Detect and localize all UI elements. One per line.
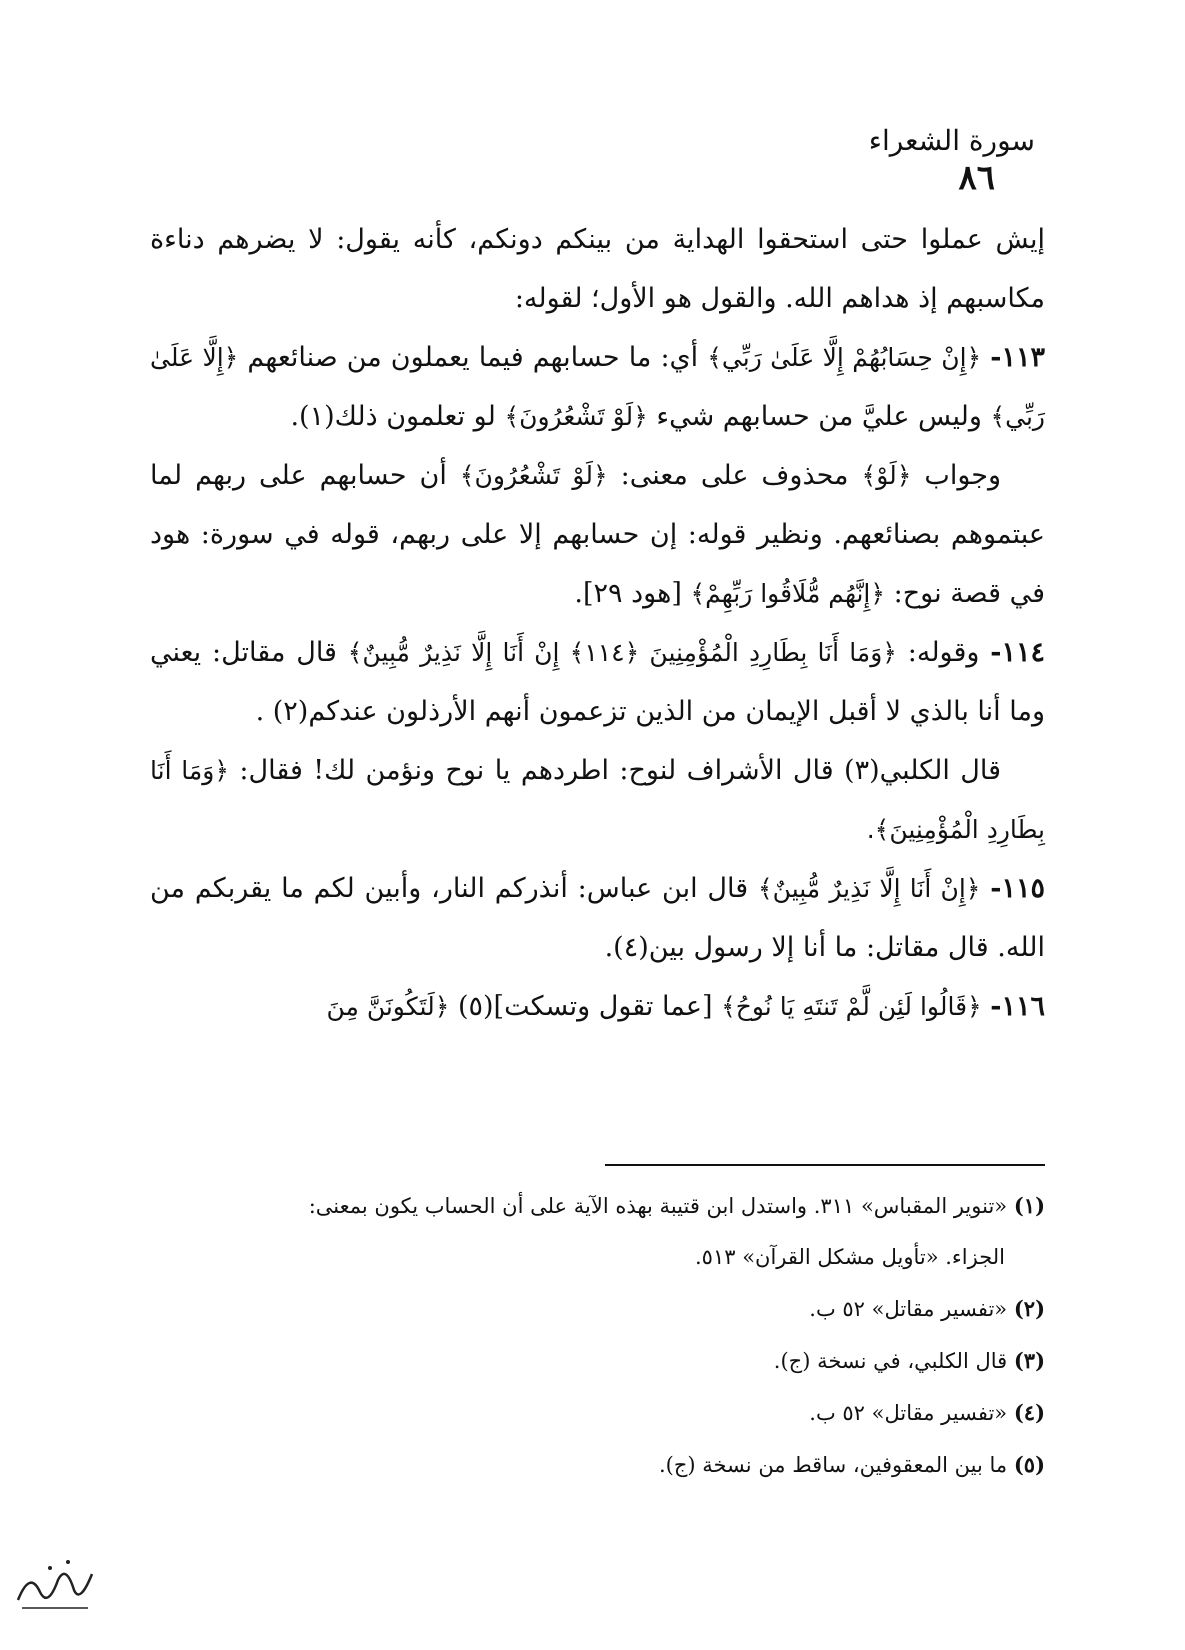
commentary-text: وقوله:	[907, 637, 980, 668]
footnotes	[150, 1180, 1045, 1491]
quran-quote: ﴿إِنَّهُم مُّلَاقُوا رَبِّهِمْ﴾	[690, 579, 886, 608]
footnote-5	[150, 1439, 1045, 1491]
page-header	[150, 118, 1035, 208]
quran-quote: ﴿قَالُوا لَئِن لَّمْ تَنتَهِ يَا نُوحُ﴾	[721, 992, 982, 1021]
page-number: ٨٦	[958, 158, 995, 198]
commentary-text: [عما تقول وتسكت](٥)	[457, 991, 713, 1022]
footnote-number: (٣)	[1013, 1348, 1045, 1373]
watermark-logo	[10, 1550, 100, 1620]
quran-quote: ﴿إِلَّا عَلَىٰ رَبِّي﴾	[150, 343, 1045, 431]
verse-number: ١١٥-	[990, 873, 1045, 904]
footnote-text: «تفسير مقاتل» ٥٢ ب.	[809, 1297, 1008, 1321]
paragraph-5	[150, 741, 1045, 859]
paragraph-3	[150, 446, 1045, 623]
quran-quote: ﴿إِنْ حِسَابُهُمْ إِلَّا عَلَىٰ رَبِّي﴾	[707, 343, 982, 372]
commentary-text: لو تعلمون ذلك(١).	[290, 401, 496, 432]
footnote-text: «تفسير مقاتل» ٥٢ ب.	[809, 1401, 1008, 1425]
quran-quote: ﴿لَوْ﴾	[861, 461, 912, 490]
paragraph-1-text: إيش عملوا حتى استحقوا الهداية من بينكم دونكم، كأنه يقول: لا يضرهم دناءة مكاسبهم إذ هداهم الله. والقول هو الأول؛ لقوله:	[150, 224, 1045, 314]
commentary-text: قال ابن عباس: أنذركم النار، وأبين لكم ما يقربكم من الله. قال مقاتل: ما أنا إلا رسول بين(٤).	[150, 873, 1045, 963]
quran-quote: ﴿وَمَا أَنَا بِطَارِدِ الْمُؤْمِنِينَ ﴿١١٤﴾ إِنْ أَنَا إِلَّا نَذِيرٌ مُّبِينٌ﴾	[347, 638, 897, 667]
commentary-text: أن حسابهم على ربهم لما عبتموهم بصنائعهم. ونظير قوله: إن حسابهم إلا على ربهم، قوله في سورة: هود في قصة نوح:	[150, 460, 1045, 609]
commentary-text: قال الكلبي(٣) قال الأشراف لنوح: اطردهم يا نوح ونؤمن لك! فقال:	[239, 755, 1001, 786]
running-title: سورة الشعراء	[868, 124, 1035, 157]
footnote-text: ما بين المعقوفين، ساقط من نسخة (ج).	[658, 1453, 1008, 1477]
footnote-number: (٢)	[1013, 1296, 1045, 1321]
footnote-text: «تنوير المقباس» ٣١١. واستدل ابن قتيبة بهذه الآية على أن الحساب يكون بمعنى:	[308, 1194, 1008, 1218]
paragraph-verse-114	[150, 623, 1045, 741]
paragraph-verse-113	[150, 328, 1045, 446]
main-text	[150, 210, 1045, 1036]
footnote-divider	[605, 1164, 1045, 1166]
quran-quote: ﴿لَوْ تَشْعُرُونَ﴾	[459, 461, 608, 490]
footnote-1	[150, 1180, 1045, 1232]
paragraph-verse-115	[150, 859, 1045, 977]
paragraph-1	[150, 210, 1045, 328]
paragraph-verse-116	[150, 977, 1045, 1036]
footnote-1-continued: الجزاء. «تأويل مشكل القرآن» ٥١٣.	[694, 1245, 1005, 1269]
footnote-3	[150, 1335, 1045, 1387]
quran-quote: ﴿لَوْ تَشْعُرُونَ﴾	[504, 402, 648, 431]
commentary-text: [هود ٢٩].	[574, 578, 682, 609]
commentary-text: وليس عليَّ من حسابهم شيء	[656, 401, 982, 432]
quran-quote: ﴿وَمَا أَنَا بِطَارِدِ الْمُؤْمِنِينَ﴾.	[150, 756, 1045, 844]
footnote-text: قال الكلبي، في نسخة (ج).	[773, 1349, 1008, 1373]
quran-quote: ﴿لَتَكُونَنَّ مِنَ	[326, 992, 450, 1021]
footnote-number: (٥)	[1013, 1452, 1045, 1477]
footnote-4	[150, 1387, 1045, 1439]
commentary-text: أي: ما حسابهم فيما يعملون من صنائعهم	[247, 342, 699, 373]
footnote-2	[150, 1283, 1045, 1335]
verse-number: ١١٣-	[990, 342, 1045, 373]
verse-number: ١١٦-	[990, 991, 1045, 1022]
footnote-number: (١)	[1013, 1193, 1045, 1218]
commentary-text: قال مقاتل: يعني وما أنا بالذي لا أقبل الإيمان من الذين تزعمون أنهم الأرذلون عندكم(٢) .	[150, 637, 1045, 727]
commentary-text: وجواب	[924, 460, 1002, 491]
quran-quote: ﴿إِنْ أَنَا إِلَّا نَذِيرٌ مُّبِينٌ﴾	[758, 874, 981, 903]
verse-number: ١١٤-	[990, 637, 1045, 668]
commentary-text: محذوف على معنى:	[620, 460, 849, 491]
footnote-number: (٤)	[1013, 1400, 1045, 1425]
